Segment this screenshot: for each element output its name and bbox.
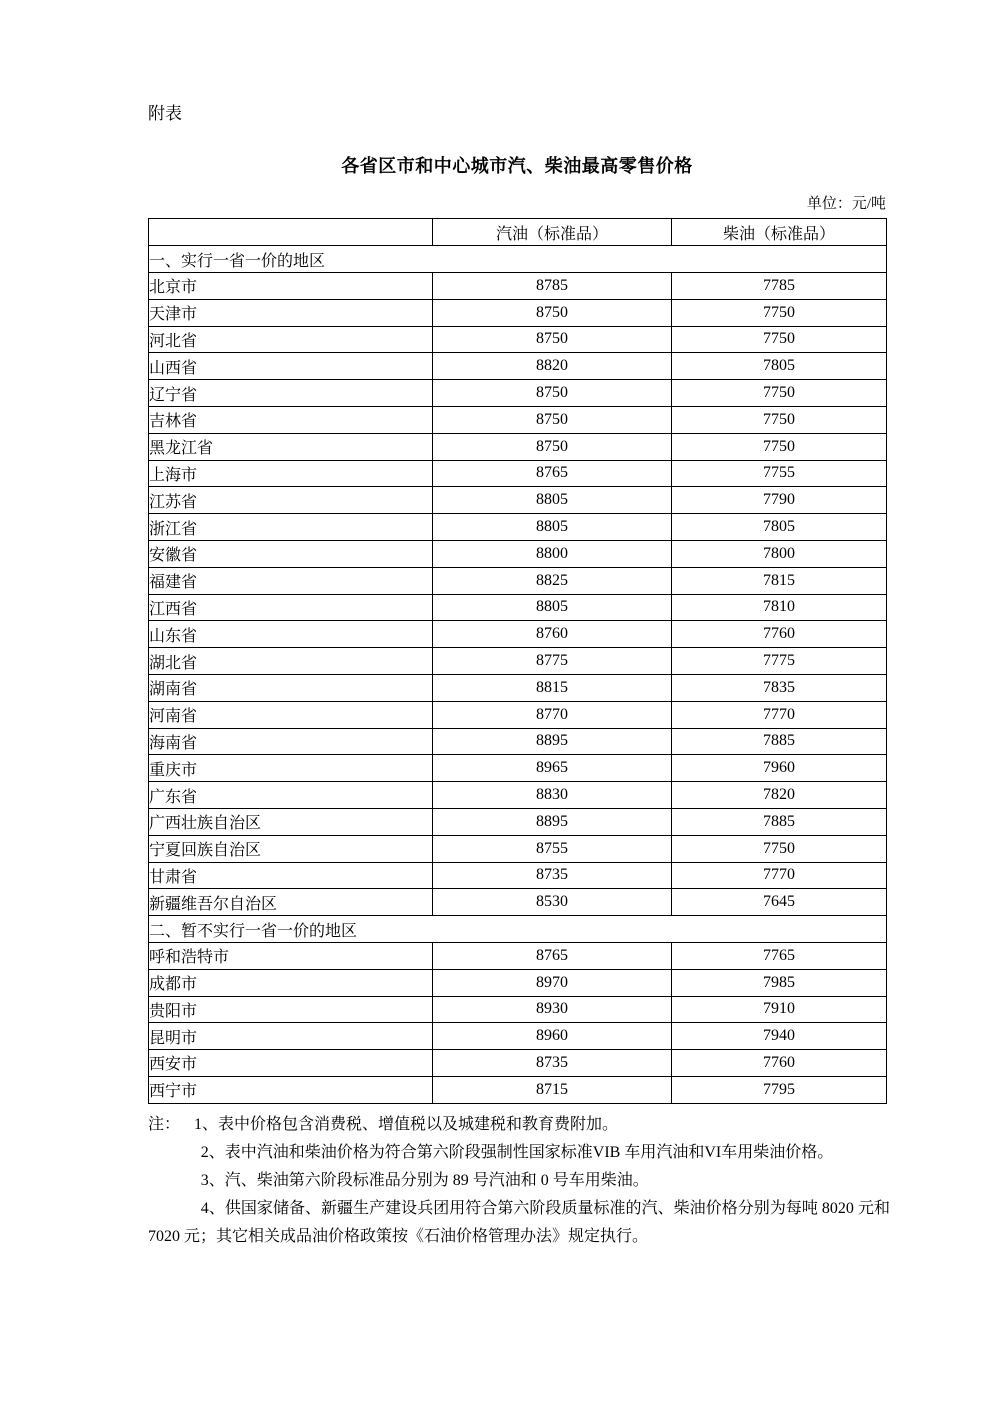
diesel-price: 7750 bbox=[672, 380, 887, 407]
column-header-region bbox=[149, 219, 433, 246]
region-name: 河南省 bbox=[149, 701, 433, 728]
region-name: 江苏省 bbox=[149, 487, 433, 514]
table-row bbox=[149, 326, 887, 353]
gasoline-price: 8735 bbox=[433, 862, 672, 889]
region-name: 湖北省 bbox=[149, 648, 433, 675]
region-name: 西安市 bbox=[149, 1050, 433, 1077]
gasoline-price: 8825 bbox=[433, 567, 672, 594]
table-row bbox=[149, 460, 887, 487]
gasoline-price: 8760 bbox=[433, 621, 672, 648]
table-row bbox=[149, 701, 887, 728]
column-header-gasoline: 汽油（标准品） bbox=[433, 219, 672, 246]
price-table-body bbox=[149, 246, 887, 1104]
gasoline-price: 8930 bbox=[433, 996, 672, 1023]
table-row bbox=[149, 942, 887, 969]
table-row bbox=[149, 353, 887, 380]
table-row bbox=[149, 996, 887, 1023]
gasoline-price: 8715 bbox=[433, 1076, 672, 1103]
gasoline-price: 8775 bbox=[433, 648, 672, 675]
diesel-price: 7755 bbox=[672, 460, 887, 487]
table-row bbox=[149, 674, 887, 701]
section-header-row bbox=[149, 916, 887, 943]
diesel-price: 7750 bbox=[672, 433, 887, 460]
region-name: 西宁市 bbox=[149, 1076, 433, 1103]
notes-prefix: 注： bbox=[148, 1115, 181, 1133]
region-name: 湖南省 bbox=[149, 674, 433, 701]
table-row bbox=[149, 514, 887, 541]
table-row bbox=[149, 621, 887, 648]
region-name: 广东省 bbox=[149, 782, 433, 809]
note-item: 2、表中汽油和柴油价格为符合第六阶段强制性国家标准VIB 车用汽油和VI车用柴油价格。 bbox=[200, 1143, 834, 1161]
region-name: 天津市 bbox=[149, 299, 433, 326]
table-row bbox=[149, 540, 887, 567]
region-name: 黑龙江省 bbox=[149, 433, 433, 460]
region-name: 河北省 bbox=[149, 326, 433, 353]
gasoline-price: 8735 bbox=[433, 1050, 672, 1077]
region-name: 吉林省 bbox=[149, 406, 433, 433]
table-row bbox=[149, 272, 887, 299]
diesel-price: 7820 bbox=[672, 782, 887, 809]
gasoline-price: 8820 bbox=[433, 353, 672, 380]
section-header: 一、实行一省一价的地区 bbox=[149, 246, 887, 273]
diesel-price: 7750 bbox=[672, 299, 887, 326]
gasoline-price: 8530 bbox=[433, 889, 672, 916]
price-table bbox=[148, 218, 887, 1103]
region-name: 海南省 bbox=[149, 728, 433, 755]
diesel-price: 7810 bbox=[672, 594, 887, 621]
region-name: 江西省 bbox=[149, 594, 433, 621]
region-name: 上海市 bbox=[149, 460, 433, 487]
note-item bbox=[148, 1111, 890, 1139]
gasoline-price: 8750 bbox=[433, 433, 672, 460]
gasoline-price: 8965 bbox=[433, 755, 672, 782]
region-name: 福建省 bbox=[149, 567, 433, 594]
gasoline-price: 8765 bbox=[433, 460, 672, 487]
gasoline-price: 8960 bbox=[433, 1023, 672, 1050]
region-name: 宁夏回族自治区 bbox=[149, 835, 433, 862]
diesel-price: 7760 bbox=[672, 1050, 887, 1077]
diesel-price: 7805 bbox=[672, 514, 887, 541]
region-name: 贵阳市 bbox=[149, 996, 433, 1023]
region-name: 广西壮族自治区 bbox=[149, 808, 433, 835]
gasoline-price: 8800 bbox=[433, 540, 672, 567]
diesel-price: 7885 bbox=[672, 808, 887, 835]
table-row bbox=[149, 299, 887, 326]
unit-label: 单位：元/吨 bbox=[806, 196, 886, 213]
diesel-price: 7940 bbox=[672, 1023, 887, 1050]
region-name: 山西省 bbox=[149, 353, 433, 380]
table-row bbox=[149, 835, 887, 862]
region-name: 呼和浩特市 bbox=[149, 942, 433, 969]
column-header-diesel: 柴油（标准品） bbox=[672, 219, 887, 246]
diesel-price: 7815 bbox=[672, 567, 887, 594]
table-row bbox=[149, 782, 887, 809]
table-row bbox=[149, 594, 887, 621]
region-name: 北京市 bbox=[149, 272, 433, 299]
table-row bbox=[149, 969, 887, 996]
gasoline-price: 8830 bbox=[433, 782, 672, 809]
diesel-price: 7760 bbox=[672, 621, 887, 648]
table-row bbox=[149, 406, 887, 433]
diesel-price: 7770 bbox=[672, 701, 887, 728]
gasoline-price: 8770 bbox=[433, 701, 672, 728]
note-item: 4、供国家储备、新疆生产建设兵团用符合第六阶段质量标准的汽、柴油价格分别为每吨 8020 元和 7020 元；其它相关成品油价格政策按《石油价格管理办法》规定执行。 bbox=[148, 1199, 890, 1245]
gasoline-price: 8755 bbox=[433, 835, 672, 862]
diesel-price: 7960 bbox=[672, 755, 887, 782]
section-header: 二、暂不实行一省一价的地区 bbox=[149, 916, 887, 943]
region-name: 山东省 bbox=[149, 621, 433, 648]
diesel-price: 7800 bbox=[672, 540, 887, 567]
table-row bbox=[149, 1023, 887, 1050]
note-item: 3、汽、柴油第六阶段标准品分别为 89 号汽油和 0 号车用柴油。 bbox=[200, 1171, 649, 1189]
table-row bbox=[149, 808, 887, 835]
gasoline-price: 8750 bbox=[433, 326, 672, 353]
region-name: 重庆市 bbox=[149, 755, 433, 782]
table-row bbox=[149, 755, 887, 782]
table-row bbox=[149, 648, 887, 675]
diesel-price: 7785 bbox=[672, 272, 887, 299]
region-name: 安徽省 bbox=[149, 540, 433, 567]
region-name: 成都市 bbox=[149, 969, 433, 996]
gasoline-price: 8805 bbox=[433, 487, 672, 514]
diesel-price: 7835 bbox=[672, 674, 887, 701]
gasoline-price: 8785 bbox=[433, 272, 672, 299]
attachment-label: 附表 bbox=[148, 104, 182, 123]
table-row bbox=[149, 433, 887, 460]
table-header-row bbox=[149, 219, 887, 246]
diesel-price: 7770 bbox=[672, 862, 887, 889]
gasoline-price: 8970 bbox=[433, 969, 672, 996]
gasoline-price: 8750 bbox=[433, 299, 672, 326]
diesel-price: 7910 bbox=[672, 996, 887, 1023]
page-title: 各省区市和中心城市汽、柴油最高零售价格 bbox=[341, 156, 693, 177]
gasoline-price: 8895 bbox=[433, 728, 672, 755]
table-row bbox=[149, 728, 887, 755]
table-row bbox=[149, 567, 887, 594]
notes-block bbox=[148, 1111, 890, 1251]
table-row bbox=[149, 889, 887, 916]
gasoline-price: 8750 bbox=[433, 380, 672, 407]
diesel-price: 7645 bbox=[672, 889, 887, 916]
gasoline-price: 8765 bbox=[433, 942, 672, 969]
region-name: 辽宁省 bbox=[149, 380, 433, 407]
region-name: 昆明市 bbox=[149, 1023, 433, 1050]
diesel-price: 7750 bbox=[672, 406, 887, 433]
diesel-price: 7985 bbox=[672, 969, 887, 996]
gasoline-price: 8805 bbox=[433, 514, 672, 541]
diesel-price: 7765 bbox=[672, 942, 887, 969]
gasoline-price: 8895 bbox=[433, 808, 672, 835]
diesel-price: 7795 bbox=[672, 1076, 887, 1103]
table-row bbox=[149, 487, 887, 514]
diesel-price: 7775 bbox=[672, 648, 887, 675]
table-row bbox=[149, 1050, 887, 1077]
region-name: 甘肃省 bbox=[149, 862, 433, 889]
table-row bbox=[149, 862, 887, 889]
section-header-row bbox=[149, 246, 887, 273]
table-row bbox=[149, 1076, 887, 1103]
diesel-price: 7750 bbox=[672, 835, 887, 862]
diesel-price: 7750 bbox=[672, 326, 887, 353]
gasoline-price: 8750 bbox=[433, 406, 672, 433]
note-text: 1、表中价格包含消费税、增值税以及城建税和教育费附加。 bbox=[194, 1115, 619, 1133]
gasoline-price: 8815 bbox=[433, 674, 672, 701]
gasoline-price: 8805 bbox=[433, 594, 672, 621]
diesel-price: 7790 bbox=[672, 487, 887, 514]
diesel-price: 7805 bbox=[672, 353, 887, 380]
region-name: 浙江省 bbox=[149, 514, 433, 541]
region-name: 新疆维吾尔自治区 bbox=[149, 889, 433, 916]
diesel-price: 7885 bbox=[672, 728, 887, 755]
table-row bbox=[149, 380, 887, 407]
